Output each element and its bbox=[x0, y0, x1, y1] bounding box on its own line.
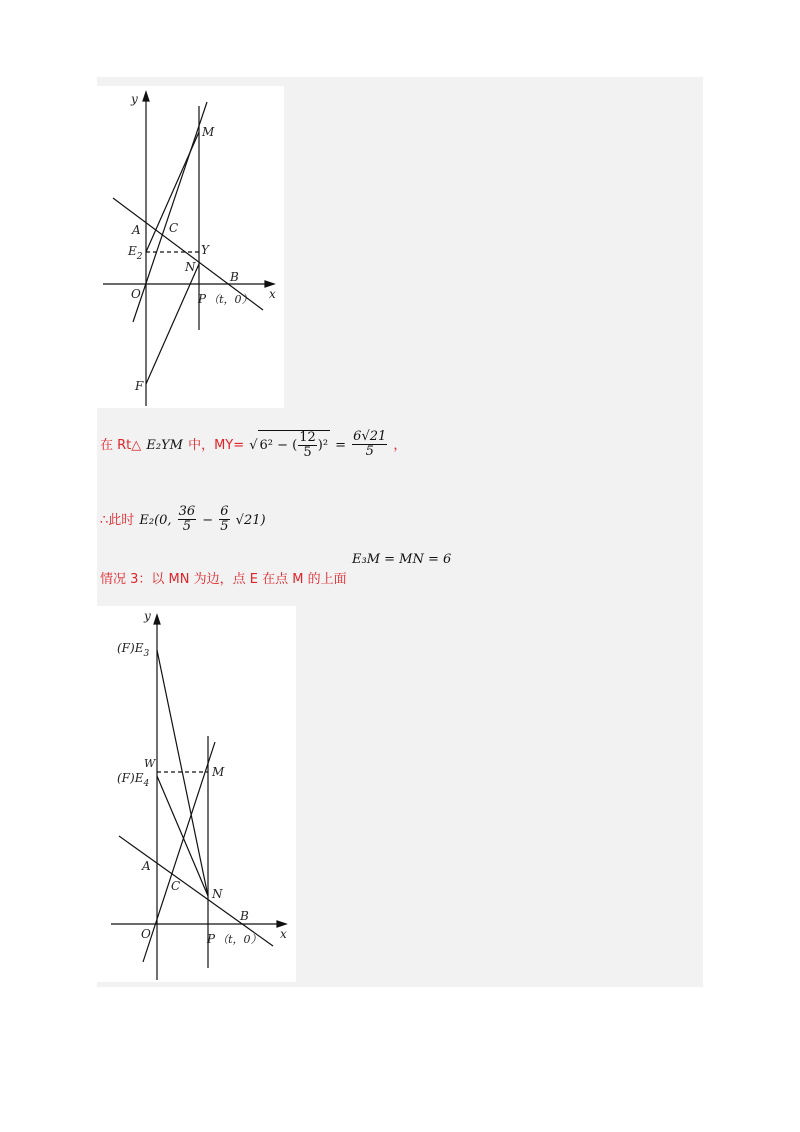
label-y: y bbox=[131, 92, 138, 106]
label-e4: $(F)E_4$ bbox=[117, 771, 150, 789]
line-2-prefix: ∴此时 bbox=[100, 513, 135, 528]
label-y-point: Y bbox=[201, 243, 209, 257]
figure-2 bbox=[97, 606, 296, 982]
label-e2: $E_2$ bbox=[128, 244, 143, 262]
label-w: W bbox=[144, 757, 156, 770]
label-n: N bbox=[212, 887, 223, 901]
line-1-result: $\frac{6√21}{5}$ bbox=[353, 429, 387, 459]
label-e3: $(F)E_3$ bbox=[117, 641, 150, 659]
label-c: C bbox=[171, 879, 181, 893]
line-om bbox=[143, 742, 215, 962]
label-b: B bbox=[230, 270, 239, 284]
label-a: A bbox=[142, 859, 151, 873]
line-2-tail: √21) bbox=[235, 513, 266, 528]
label-p: P （t，0） bbox=[198, 292, 253, 306]
line-1 bbox=[100, 430, 406, 460]
line-1-middle: 中，MY= bbox=[188, 438, 245, 453]
line-1-prefix: 在 Rt△ bbox=[100, 438, 142, 453]
label-p: P （t，0） bbox=[207, 932, 262, 946]
line-1-suffix: ， bbox=[393, 438, 407, 453]
y-axis-arrow bbox=[154, 615, 160, 624]
label-a: A bbox=[132, 223, 141, 237]
line-1-equals: = bbox=[335, 438, 347, 453]
label-m: M bbox=[202, 125, 215, 139]
line-e3-n bbox=[157, 650, 208, 896]
line-1-triangle: E₂YM bbox=[146, 438, 183, 453]
y-axis-arrow bbox=[143, 92, 149, 101]
label-n: N bbox=[185, 260, 196, 274]
figure-1-diagram bbox=[97, 86, 284, 408]
label-b: B bbox=[240, 909, 249, 923]
figure-2-diagram bbox=[97, 606, 296, 982]
line-om bbox=[133, 102, 207, 322]
line-1-sqrt-sign: √ bbox=[249, 438, 258, 453]
label-o: O bbox=[131, 287, 141, 301]
line-1-radicand: 6² − ( $\frac{12}{5}$ )² bbox=[259, 430, 329, 460]
label-c: C bbox=[169, 221, 179, 235]
label-x: x bbox=[280, 927, 287, 941]
label-o: O bbox=[141, 927, 151, 941]
line-2 bbox=[100, 505, 266, 534]
figure-1 bbox=[97, 86, 284, 408]
line-e4-n bbox=[157, 776, 208, 896]
label-f: F bbox=[135, 379, 144, 393]
line-2-point: E₂(0, bbox=[139, 513, 172, 528]
line-2-frac-b: $\frac{6}{5}$ bbox=[220, 504, 229, 534]
line-2-minus: − bbox=[202, 513, 214, 528]
line-3-text: 情况 3：以 MN 为边，点 E 在点 M 的上面 bbox=[100, 572, 347, 587]
line-3-equation: E₃M = MN = 6 bbox=[352, 552, 452, 567]
label-y: y bbox=[144, 609, 151, 623]
line-f-n bbox=[146, 264, 199, 384]
label-m: M bbox=[212, 765, 225, 779]
line-2-frac-a: $\frac{36}{5}$ bbox=[178, 504, 196, 534]
label-x: x bbox=[269, 287, 276, 301]
